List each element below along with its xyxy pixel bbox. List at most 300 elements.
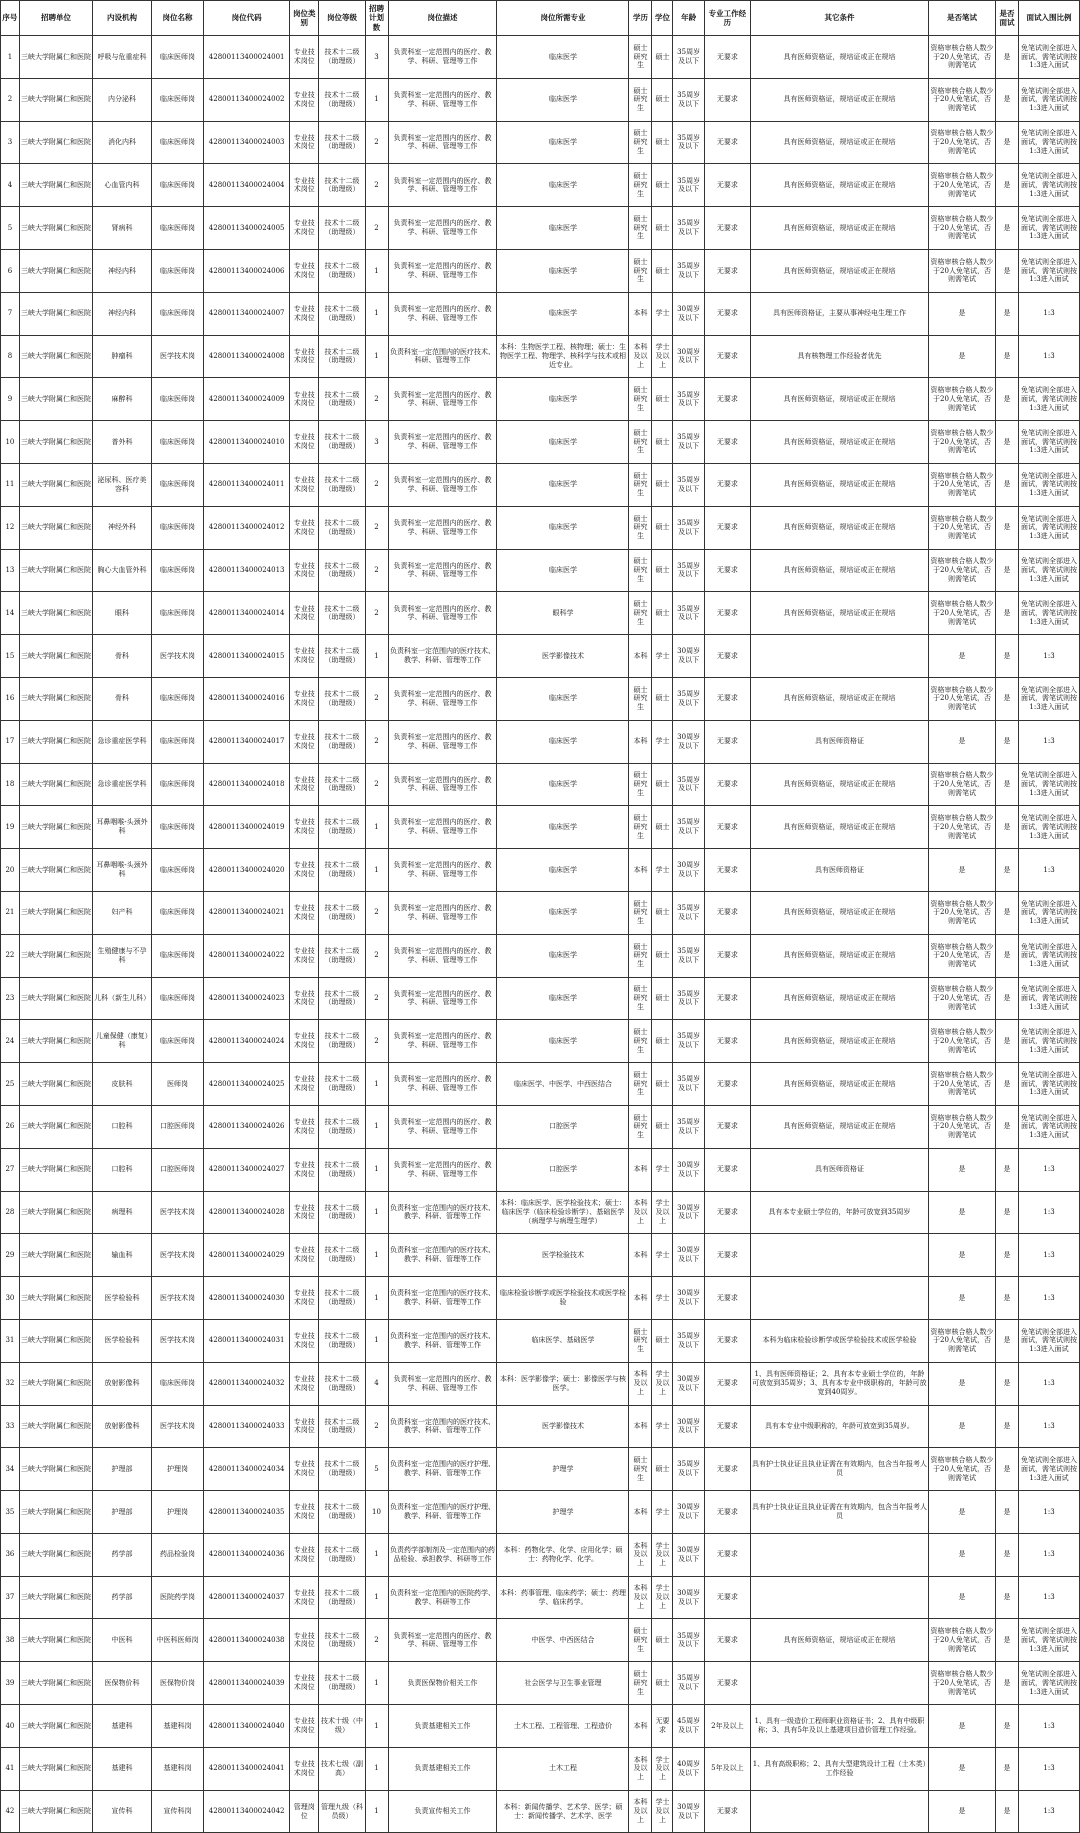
col-age: 35周岁及以下 (673, 249, 704, 292)
col-position-category: 专业技术岗位 (290, 1319, 319, 1362)
col-position-name: 临床医师岗 (151, 1020, 203, 1063)
col-major: 本科：临床医学、医学检验技术；硕士：临床医学（临床检验诊断学）、基础医学（病理学与病理生理学） (497, 1191, 629, 1234)
table-row (1, 677, 1080, 720)
header-col-position-category: 岗位类别 (290, 1, 319, 36)
col-index: 23 (1, 977, 20, 1020)
col-headcount: 2 (365, 891, 388, 934)
col-interview-ratio: 1:3 (1019, 335, 1080, 378)
col-description: 负责科室一定范围内的医疗、教学、科研、管理等工作 (388, 121, 497, 164)
col-employer: 三峡大学附属仁和医院 (19, 891, 92, 934)
col-experience: 无要求 (704, 164, 750, 207)
col-written-exam: 资格审核合格人数少于20人免笔试，否则需笔试 (929, 1448, 996, 1491)
table-body (1, 36, 1080, 1833)
col-department: 骨科 (93, 635, 152, 678)
col-other-requirements: 具有医师资格证，规培证或正在规培 (750, 506, 928, 549)
col-employer: 三峡大学附属仁和医院 (19, 549, 92, 592)
col-position-level: 技术十二级（助理级） (319, 1576, 365, 1619)
col-interview-ratio: 1:3 (1019, 1576, 1080, 1619)
col-position-code: 42800113400024028 (204, 1191, 290, 1234)
col-position-level: 技术十二级（助理级） (319, 378, 365, 421)
header-col-education: 学历 (629, 1, 652, 36)
col-education: 硕士研究生 (629, 1020, 652, 1063)
col-position-code: 42800113400024024 (204, 1020, 290, 1063)
col-headcount: 2 (365, 164, 388, 207)
col-major: 临床医学 (497, 549, 629, 592)
header-col-department: 内设机构 (93, 1, 152, 36)
col-position-level: 技术十二级（助理级） (319, 249, 365, 292)
col-age: 30周岁及以下 (673, 720, 704, 763)
col-other-requirements: 具有医师资格证，规培证或正在规培 (750, 36, 928, 79)
col-position-name: 医学技术岗 (151, 335, 203, 378)
col-headcount: 2 (365, 506, 388, 549)
col-age: 30周岁及以下 (673, 1405, 704, 1448)
col-employer: 三峡大学附属仁和医院 (19, 720, 92, 763)
col-written-exam: 资格审核合格人数少于20人免笔试，否则需笔试 (929, 1020, 996, 1063)
col-position-level: 技术十二级（助理级） (319, 335, 365, 378)
col-major: 土木工程 (497, 1747, 629, 1790)
col-major: 临床医学 (497, 849, 629, 892)
col-employer: 三峡大学附属仁和医院 (19, 763, 92, 806)
col-position-level: 技术十二级（助理级） (319, 1191, 365, 1234)
col-position-category: 专业技术岗位 (290, 1405, 319, 1448)
col-written-exam: 是 (929, 1148, 996, 1191)
col-position-level: 技术十二级（助理级） (319, 207, 365, 250)
col-index: 38 (1, 1619, 20, 1662)
col-employer: 三峡大学附属仁和医院 (19, 1405, 92, 1448)
col-position-level: 技术十二级（助理级） (319, 592, 365, 635)
col-written-exam: 是 (929, 1705, 996, 1748)
col-position-code: 42800113400024005 (204, 207, 290, 250)
col-position-level: 技术十二级（助理级） (319, 1405, 365, 1448)
col-written-exam: 资格审核合格人数少于20人免笔试，否则需笔试 (929, 1063, 996, 1106)
col-department: 皮肤科 (93, 1063, 152, 1106)
col-age: 35周岁及以下 (673, 1619, 704, 1662)
col-other-requirements: 具有医师资格证，规培证或正在规培 (750, 463, 928, 506)
col-other-requirements: 本科为临床检验诊断学或医学检验技术或医学检验 (750, 1319, 928, 1362)
col-position-name: 口腔医师岗 (151, 1148, 203, 1191)
col-position-name: 临床医师岗 (151, 849, 203, 892)
col-interview: 是 (996, 1105, 1019, 1148)
col-interview: 是 (996, 891, 1019, 934)
table-row (1, 934, 1080, 977)
col-position-code: 42800113400024004 (204, 164, 290, 207)
table-row (1, 1319, 1080, 1362)
col-position-category: 专业技术岗位 (290, 720, 319, 763)
col-written-exam: 资格审核合格人数少于20人免笔试，否则需笔试 (929, 1619, 996, 1662)
col-department: 病理科 (93, 1191, 152, 1234)
col-employer: 三峡大学附属仁和医院 (19, 1790, 92, 1833)
col-position-level: 技术十二级（助理级） (319, 977, 365, 1020)
col-position-level: 技术十二级（助理级） (319, 720, 365, 763)
col-headcount: 1 (365, 292, 388, 335)
col-degree: 学士及以上 (652, 1790, 673, 1833)
col-position-category: 专业技术岗位 (290, 934, 319, 977)
col-degree: 学士及以上 (652, 335, 673, 378)
header-col-other-requirements: 其它条件 (750, 1, 928, 36)
col-other-requirements: 具有医师资格证 (750, 720, 928, 763)
col-headcount: 1 (365, 249, 388, 292)
col-position-code: 42800113400024026 (204, 1105, 290, 1148)
col-education: 硕士研究生 (629, 806, 652, 849)
col-written-exam: 是 (929, 849, 996, 892)
col-position-category: 专业技术岗位 (290, 335, 319, 378)
col-headcount: 2 (365, 720, 388, 763)
col-position-name: 临床医师岗 (151, 121, 203, 164)
col-experience: 无要求 (704, 335, 750, 378)
col-position-category: 专业技术岗位 (290, 1448, 319, 1491)
col-interview-ratio: 免笔试则全部进入面试，需笔试则按1:3进入面试 (1019, 934, 1080, 977)
col-description: 负责科室一定范围内的医疗技术、教学、科研、管理等工作 (388, 1319, 497, 1362)
table-row (1, 1063, 1080, 1106)
col-experience: 无要求 (704, 1491, 750, 1534)
col-index: 34 (1, 1448, 20, 1491)
col-headcount: 1 (365, 849, 388, 892)
col-description: 负责科室一定范围内的医疗护理、教学、科研、管理等工作 (388, 1491, 497, 1534)
col-position-name: 临床医师岗 (151, 207, 203, 250)
col-position-name: 临床医师岗 (151, 806, 203, 849)
col-headcount: 4 (365, 1362, 388, 1405)
col-age: 35周岁及以下 (673, 549, 704, 592)
col-department: 神经外科 (93, 506, 152, 549)
col-description: 负责宣传相关工作 (388, 1790, 497, 1833)
col-position-category: 专业技术岗位 (290, 506, 319, 549)
col-headcount: 2 (365, 463, 388, 506)
col-position-level: 技术十二级（助理级） (319, 78, 365, 121)
col-interview: 是 (996, 1533, 1019, 1576)
col-index: 25 (1, 1063, 20, 1106)
table-row (1, 1662, 1080, 1705)
col-index: 28 (1, 1191, 20, 1234)
col-interview: 是 (996, 1319, 1019, 1362)
col-interview-ratio: 免笔试则全部进入面试，需笔试则按1:3进入面试 (1019, 806, 1080, 849)
col-experience: 无要求 (704, 378, 750, 421)
col-position-code: 42800113400024016 (204, 677, 290, 720)
col-degree: 硕士 (652, 207, 673, 250)
col-education: 本科及以上 (629, 1576, 652, 1619)
col-position-level: 管理九级（科员级） (319, 1790, 365, 1833)
col-interview-ratio: 免笔试则全部进入面试，需笔试则按1:3进入面试 (1019, 207, 1080, 250)
col-major: 临床医学 (497, 677, 629, 720)
table-row (1, 1105, 1080, 1148)
col-interview-ratio: 免笔试则全部进入面试，需笔试则按1:3进入面试 (1019, 421, 1080, 464)
col-interview-ratio: 1:3 (1019, 1747, 1080, 1790)
col-headcount: 2 (365, 763, 388, 806)
col-position-category: 专业技术岗位 (290, 378, 319, 421)
col-position-category: 专业技术岗位 (290, 1105, 319, 1148)
col-interview-ratio: 1:3 (1019, 720, 1080, 763)
col-education: 硕士研究生 (629, 1319, 652, 1362)
col-experience: 无要求 (704, 1063, 750, 1106)
col-headcount: 1 (365, 1148, 388, 1191)
col-position-code: 42800113400024029 (204, 1234, 290, 1277)
col-position-code: 42800113400024013 (204, 549, 290, 592)
col-written-exam: 是 (929, 1491, 996, 1534)
col-interview-ratio: 1:3 (1019, 849, 1080, 892)
col-age: 30周岁及以下 (673, 1576, 704, 1619)
col-major: 口腔医学 (497, 1148, 629, 1191)
col-interview: 是 (996, 1277, 1019, 1320)
col-employer: 三峡大学附属仁和医院 (19, 1705, 92, 1748)
col-age: 35周岁及以下 (673, 164, 704, 207)
col-position-code: 42800113400024032 (204, 1362, 290, 1405)
col-education: 本科 (629, 1277, 652, 1320)
col-other-requirements: 具有医师资格证，规培证或正在规培 (750, 763, 928, 806)
col-major: 临床医学 (497, 806, 629, 849)
col-position-code: 42800113400024011 (204, 463, 290, 506)
col-position-name: 临床医师岗 (151, 1362, 203, 1405)
col-position-level: 技术十二级（助理级） (319, 292, 365, 335)
col-position-name: 医学技术岗 (151, 1277, 203, 1320)
col-degree: 硕士 (652, 1619, 673, 1662)
col-interview: 是 (996, 78, 1019, 121)
col-department: 内分泌科 (93, 78, 152, 121)
col-interview-ratio: 免笔试则全部进入面试，需笔试则按1:3进入面试 (1019, 1619, 1080, 1662)
col-position-code: 42800113400024027 (204, 1148, 290, 1191)
col-experience: 无要求 (704, 720, 750, 763)
col-major: 临床医学 (497, 421, 629, 464)
col-department: 心血管内科 (93, 164, 152, 207)
col-interview-ratio: 免笔试则全部进入面试，需笔试则按1:3进入面试 (1019, 463, 1080, 506)
col-position-name: 临床医师岗 (151, 421, 203, 464)
col-written-exam: 是 (929, 1277, 996, 1320)
col-other-requirements: 具有医师资格证，规培证或正在规培 (750, 378, 928, 421)
col-other-requirements: 具有医师资格证，规培证或正在规培 (750, 164, 928, 207)
col-other-requirements: 具有医师资格证，规培证或正在规培 (750, 78, 928, 121)
col-index: 20 (1, 849, 20, 892)
col-headcount: 2 (365, 1405, 388, 1448)
col-position-name: 临床医师岗 (151, 934, 203, 977)
col-employer: 三峡大学附属仁和医院 (19, 121, 92, 164)
col-other-requirements: 具有护士执业证且执业证需在有效期内，包含当年报考人员 (750, 1448, 928, 1491)
col-position-name: 医学技术岗 (151, 1234, 203, 1277)
col-age: 35周岁及以下 (673, 806, 704, 849)
col-headcount: 10 (365, 1491, 388, 1534)
col-position-category: 专业技术岗位 (290, 1491, 319, 1534)
col-degree: 硕士 (652, 249, 673, 292)
col-major: 临床医学 (497, 207, 629, 250)
col-interview-ratio: 免笔试则全部进入面试，需笔试则按1:3进入面试 (1019, 592, 1080, 635)
col-index: 35 (1, 1491, 20, 1534)
col-position-name: 临床医师岗 (151, 164, 203, 207)
col-index: 5 (1, 207, 20, 250)
col-index: 37 (1, 1576, 20, 1619)
col-degree: 硕士 (652, 1105, 673, 1148)
col-degree: 学士 (652, 1277, 673, 1320)
col-description: 负责科室一定范围内的医疗、教学、科研、管理等工作 (388, 592, 497, 635)
col-age: 35周岁及以下 (673, 463, 704, 506)
col-experience: 无要求 (704, 421, 750, 464)
col-position-level: 技术十二级（助理级） (319, 763, 365, 806)
col-interview: 是 (996, 1020, 1019, 1063)
col-position-level: 技术十二级（助理级） (319, 1277, 365, 1320)
col-department: 基建科 (93, 1705, 152, 1748)
col-department: 生殖健康与不孕科 (93, 934, 152, 977)
col-description: 负责科室一定范围内的医疗、教学、科研、管理等工作 (388, 677, 497, 720)
col-other-requirements: 具有医师资格证，规培证或正在规培 (750, 1063, 928, 1106)
col-position-name: 临床医师岗 (151, 977, 203, 1020)
col-degree: 硕士 (652, 164, 673, 207)
col-position-category: 专业技术岗位 (290, 1747, 319, 1790)
col-position-name: 中医科医师岗 (151, 1619, 203, 1662)
col-position-name: 基建科岗 (151, 1705, 203, 1748)
col-headcount: 2 (365, 1020, 388, 1063)
col-other-requirements: 具有医师资格证，规培证或正在规培 (750, 977, 928, 1020)
col-headcount: 1 (365, 1105, 388, 1148)
table-row (1, 378, 1080, 421)
col-education: 本科 (629, 635, 652, 678)
col-employer: 三峡大学附属仁和医院 (19, 249, 92, 292)
col-degree: 学士及以上 (652, 1191, 673, 1234)
col-degree: 无要求 (652, 1705, 673, 1748)
col-major: 临床医学 (497, 891, 629, 934)
col-degree: 硕士 (652, 378, 673, 421)
col-interview: 是 (996, 378, 1019, 421)
col-position-code: 42800113400024022 (204, 934, 290, 977)
col-description: 负责科室一定范围内的医疗、教学、科研、管理等工作 (388, 977, 497, 1020)
col-department: 儿科（新生儿科） (93, 977, 152, 1020)
col-interview-ratio: 1:3 (1019, 1234, 1080, 1277)
col-major: 临床医学 (497, 934, 629, 977)
col-written-exam: 是 (929, 1790, 996, 1833)
col-age: 35周岁及以下 (673, 1662, 704, 1705)
col-degree: 硕士 (652, 891, 673, 934)
col-age: 30周岁及以下 (673, 635, 704, 678)
col-other-requirements: 具有医师资格证，规培证或正在规培 (750, 1105, 928, 1148)
col-experience: 无要求 (704, 1533, 750, 1576)
col-department: 骨科 (93, 677, 152, 720)
col-position-category: 专业技术岗位 (290, 806, 319, 849)
col-degree: 硕士 (652, 677, 673, 720)
col-major: 临床医学 (497, 249, 629, 292)
col-position-name: 药品检验岗 (151, 1533, 203, 1576)
col-interview: 是 (996, 421, 1019, 464)
col-written-exam: 资格审核合格人数少于20人免笔试，否则需笔试 (929, 592, 996, 635)
col-degree: 硕士 (652, 934, 673, 977)
col-age: 35周岁及以下 (673, 1063, 704, 1106)
col-headcount: 3 (365, 421, 388, 464)
col-interview: 是 (996, 36, 1019, 79)
col-headcount: 2 (365, 677, 388, 720)
col-degree: 硕士 (652, 36, 673, 79)
col-education: 硕士研究生 (629, 36, 652, 79)
col-interview-ratio: 免笔试则全部进入面试，需笔试则按1:3进入面试 (1019, 378, 1080, 421)
col-other-requirements: 具有医师资格证，规培证或正在规培 (750, 934, 928, 977)
col-education: 本科 (629, 292, 652, 335)
col-education: 本科及以上 (629, 1191, 652, 1234)
col-experience: 无要求 (704, 677, 750, 720)
header-col-interview-ratio: 面试入围比例 (1019, 1, 1080, 36)
col-written-exam: 资格审核合格人数少于20人免笔试，否则需笔试 (929, 121, 996, 164)
col-major: 临床医学 (497, 121, 629, 164)
col-experience: 无要求 (704, 78, 750, 121)
col-description: 负责科室一定范围内的医疗、教学、科研、管理等工作 (388, 1619, 497, 1662)
col-position-code: 42800113400024009 (204, 378, 290, 421)
col-age: 40周岁及以下 (673, 1747, 704, 1790)
col-age: 35周岁及以下 (673, 1448, 704, 1491)
col-description: 负责科室一定范围内的医疗、教学、科研、管理等工作 (388, 292, 497, 335)
col-description: 负责科室一定范围内的医疗技术、教学、科研、管理等工作 (388, 635, 497, 678)
col-position-category: 专业技术岗位 (290, 592, 319, 635)
col-experience: 无要求 (704, 549, 750, 592)
col-headcount: 1 (365, 1277, 388, 1320)
col-description: 负责科室一定范围内的医疗、教学、科研、管理等工作 (388, 378, 497, 421)
col-other-requirements (750, 1234, 928, 1277)
col-age: 35周岁及以下 (673, 121, 704, 164)
col-education: 硕士研究生 (629, 463, 652, 506)
col-major: 临床医学 (497, 292, 629, 335)
col-position-level: 技术十二级（助理级） (319, 1148, 365, 1191)
col-age: 35周岁及以下 (673, 36, 704, 79)
col-experience: 无要求 (704, 1619, 750, 1662)
col-position-level: 技术十二级（助理级） (319, 549, 365, 592)
col-interview-ratio: 1:3 (1019, 1705, 1080, 1748)
col-employer: 三峡大学附属仁和医院 (19, 1533, 92, 1576)
col-major: 医学影像技术 (497, 1405, 629, 1448)
col-interview-ratio: 免笔试则全部进入面试，需笔试则按1:3进入面试 (1019, 1105, 1080, 1148)
table-row (1, 806, 1080, 849)
col-other-requirements: 具有医师资格证，规培证或正在规培 (750, 891, 928, 934)
col-headcount: 1 (365, 1533, 388, 1576)
col-position-code: 42800113400024014 (204, 592, 290, 635)
col-age: 30周岁及以下 (673, 1234, 704, 1277)
col-interview-ratio: 1:3 (1019, 1277, 1080, 1320)
col-experience: 无要求 (704, 207, 750, 250)
col-age: 35周岁及以下 (673, 378, 704, 421)
col-interview-ratio: 免笔试则全部进入面试，需笔试则按1:3进入面试 (1019, 1662, 1080, 1705)
table-row (1, 977, 1080, 1020)
col-index: 41 (1, 1747, 20, 1790)
table-row (1, 592, 1080, 635)
col-description: 负责科室一定范围内的医疗、教学、科研、管理等工作 (388, 806, 497, 849)
col-employer: 三峡大学附属仁和医院 (19, 1747, 92, 1790)
col-department: 药学部 (93, 1576, 152, 1619)
col-interview: 是 (996, 506, 1019, 549)
col-interview-ratio: 1:3 (1019, 1405, 1080, 1448)
col-index: 7 (1, 292, 20, 335)
col-position-level: 技术十二级（助理级） (319, 463, 365, 506)
col-position-category: 专业技术岗位 (290, 207, 319, 250)
col-position-category: 专业技术岗位 (290, 1362, 319, 1405)
col-employer: 三峡大学附属仁和医院 (19, 849, 92, 892)
col-interview-ratio: 免笔试则全部进入面试，需笔试则按1:3进入面试 (1019, 36, 1080, 79)
col-headcount: 2 (365, 934, 388, 977)
col-description: 负责科室一定范围内的医疗、教学、科研、管理等工作 (388, 164, 497, 207)
col-department: 普外科 (93, 421, 152, 464)
col-major: 临床医学 (497, 1020, 629, 1063)
col-position-level: 技术十二级（助理级） (319, 1533, 365, 1576)
col-age: 35周岁及以下 (673, 78, 704, 121)
col-employer: 三峡大学附属仁和医院 (19, 1362, 92, 1405)
col-interview: 是 (996, 249, 1019, 292)
col-department: 眼科 (93, 592, 152, 635)
col-interview: 是 (996, 335, 1019, 378)
col-major: 临床医学 (497, 977, 629, 1020)
col-other-requirements: 具有医师资格证 (750, 1148, 928, 1191)
col-description: 负责科室一定范围内的医疗、教学、科研、管理等工作 (388, 1148, 497, 1191)
col-department: 宣传科 (93, 1790, 152, 1833)
col-index: 6 (1, 249, 20, 292)
header-col-major: 岗位所需专业 (497, 1, 629, 36)
col-other-requirements: 具有医师资格证，规培证或正在规培 (750, 677, 928, 720)
col-position-category: 专业技术岗位 (290, 849, 319, 892)
col-position-code: 42800113400024017 (204, 720, 290, 763)
table-row (1, 891, 1080, 934)
col-degree: 学士及以上 (652, 1533, 673, 1576)
col-position-name: 临床医师岗 (151, 891, 203, 934)
col-position-level: 技术十二级（助理级） (319, 635, 365, 678)
col-employer: 三峡大学附属仁和医院 (19, 463, 92, 506)
col-employer: 三峡大学附属仁和医院 (19, 36, 92, 79)
